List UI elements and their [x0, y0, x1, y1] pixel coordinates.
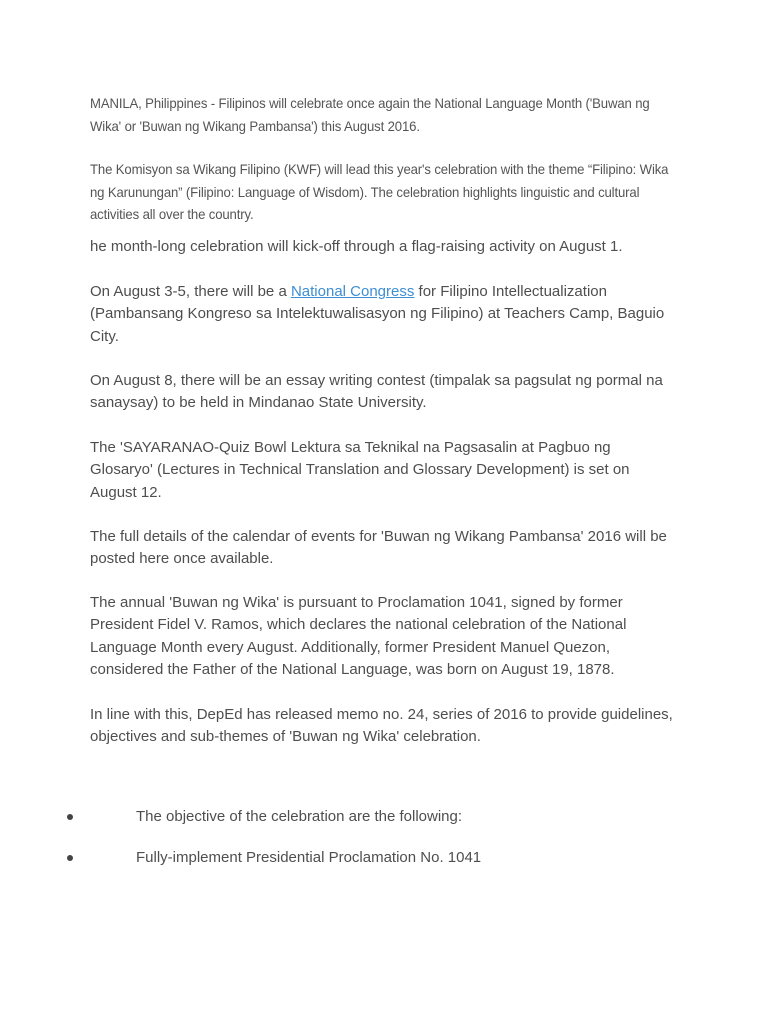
list-item-text: The objective of the celebration are the following:	[136, 808, 463, 825]
intro-paragraph: MANILA, Philippines - Filipinos will celebrate once again the National Language Month ('Buwan ng Wika' or 'Buwan ng Wikang Pambansa') this August 2016.	[90, 95, 650, 134]
congress-paragraph	[90, 281, 690, 348]
quiz-bowl-paragraph: The 'SAYARANAO-Quiz Bowl Lektura sa Teknikal na Pagsasalin at Pagbuo ng Glosaryo' (Lectures in Technical Translation and Glossary Development) is set on August 12.	[90, 439, 630, 501]
bullet-icon	[67, 855, 73, 861]
proclamation-paragraph: The annual 'Buwan ng Wika' is pursuant to Proclamation 1041, signed by former President Fidel V. Ramos, which declares the national celebration of the National Language Month every August. Additionally, former President Manuel Quezon, considered the Father of the National Language, was born on August 19, 1878.	[90, 594, 627, 678]
bullet-icon	[67, 814, 73, 820]
congress-text-after: for Filipino Intellectualization (Pambansang Kongreso sa Intelektuwalisasyon ng Filipino) at Teachers Camp, Baguio City.	[90, 283, 665, 345]
national-congress-link[interactable]: National Congress	[290, 283, 415, 300]
list-item-text: Fully-implement Presidential Proclamation No. 1041	[136, 849, 482, 866]
list-item	[0, 806, 768, 828]
deped-memo-paragraph: In line with this, DepEd has released memo no. 24, series of 2016 to provide guidelines, objectives and sub-themes of 'Buwan ng Wika' celebration.	[90, 706, 673, 746]
kickoff-paragraph: he month-long celebration will kick-off through a flag-raising activity on August 1.	[90, 238, 623, 255]
list-item	[0, 847, 768, 869]
theme-paragraph: The Komisyon sa Wikang Filipino (KWF) will lead this year's celebration with the theme “Filipino: Wika ng Karunungan” (Filipino: Language of Wisdom). The celebration highlights linguistic and cultural activities all over the country.	[90, 161, 669, 222]
congress-text-before: On August 3-5, there will be a	[90, 283, 291, 300]
essay-contest-paragraph: On August 8, there will be an essay writing contest (timpalak sa pagsulat ng pormal na sanaysay) to be held in Mindanao State University.	[90, 372, 663, 412]
calendar-paragraph: The full details of the calendar of events for 'Buwan ng Wikang Pambansa' 2016 will be posted here once available.	[90, 528, 667, 568]
